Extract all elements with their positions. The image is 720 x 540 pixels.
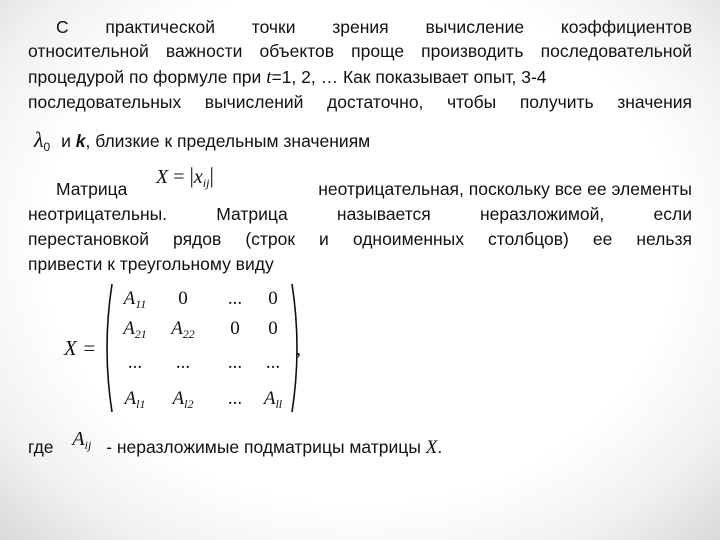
matrix-cell: ... — [175, 352, 191, 373]
matrix-cell: 0 — [230, 318, 240, 339]
matrix-cell: ... — [127, 352, 143, 373]
matrix-definition-formula: $X = |x_{ij}|$ — [156, 163, 214, 190]
text: последовательных вычислений достаточно, чтобы получить значения — [28, 92, 692, 112]
matrix-x: X — [425, 437, 438, 458]
matrix-cell: $A_{11}$ — [123, 288, 147, 311]
matrix-cell: $A_{21}$ — [123, 318, 147, 341]
matrix-cell: ... — [227, 288, 243, 309]
matrix-cell: 0 — [178, 288, 188, 309]
matrix-x: X — [156, 166, 169, 188]
lambda-symbol: λ — [34, 127, 44, 152]
matrix-cell: 0 — [268, 288, 278, 309]
variable-k: k — [75, 131, 86, 151]
text: , близкие к предельным значениям — [85, 131, 371, 151]
matrix-cell: $A_{ll}$ — [263, 388, 283, 411]
submatrix-symbol: $A_{ij}$ — [72, 428, 92, 452]
matrix-cell: $A_{22}$ — [171, 318, 195, 341]
text: С практической точки зрения вычисление коэффициентов — [56, 17, 692, 37]
text: =1, 2, … Как показывает опыт, 3-4 — [271, 67, 547, 87]
text: и — [61, 131, 71, 151]
text: Матрица — [56, 179, 128, 199]
text: привести к треугольному виду — [28, 254, 274, 274]
equals-sign: = — [173, 166, 185, 188]
matrix-lhs: X = — [64, 336, 97, 360]
text: перестановкой рядов (строк и одноименных столбцов) ее нельзя — [28, 229, 692, 249]
element-subscript: ij — [202, 176, 210, 190]
matrix-cell: $A_{l2}$ — [172, 388, 194, 411]
matrix-cell: ... — [265, 352, 281, 373]
text: . — [437, 437, 443, 457]
text: относительной важности объектов проще производить последовательной — [28, 41, 692, 61]
variable-t: t — [266, 67, 272, 88]
text: где — [28, 437, 54, 457]
text: неотрицательны. Матрица называется неразложимой, если — [28, 204, 692, 224]
footer-line — [28, 428, 692, 464]
element-x: x — [193, 166, 203, 188]
text: процедурой по формуле при — [28, 67, 262, 87]
matrix-cell: ... — [227, 352, 243, 373]
matrix-cell: ... — [227, 388, 243, 409]
text: - неразложимые подматрицы матрицы — [106, 437, 421, 457]
matrix-comma: , — [296, 338, 301, 360]
matrix-cell: 0 — [268, 318, 278, 339]
lambda-subscript: 0 — [43, 140, 51, 154]
text: неотрицательная, поскольку все ее элементы — [318, 179, 692, 199]
matrix-cell: $A_{l1}$ — [124, 388, 146, 411]
